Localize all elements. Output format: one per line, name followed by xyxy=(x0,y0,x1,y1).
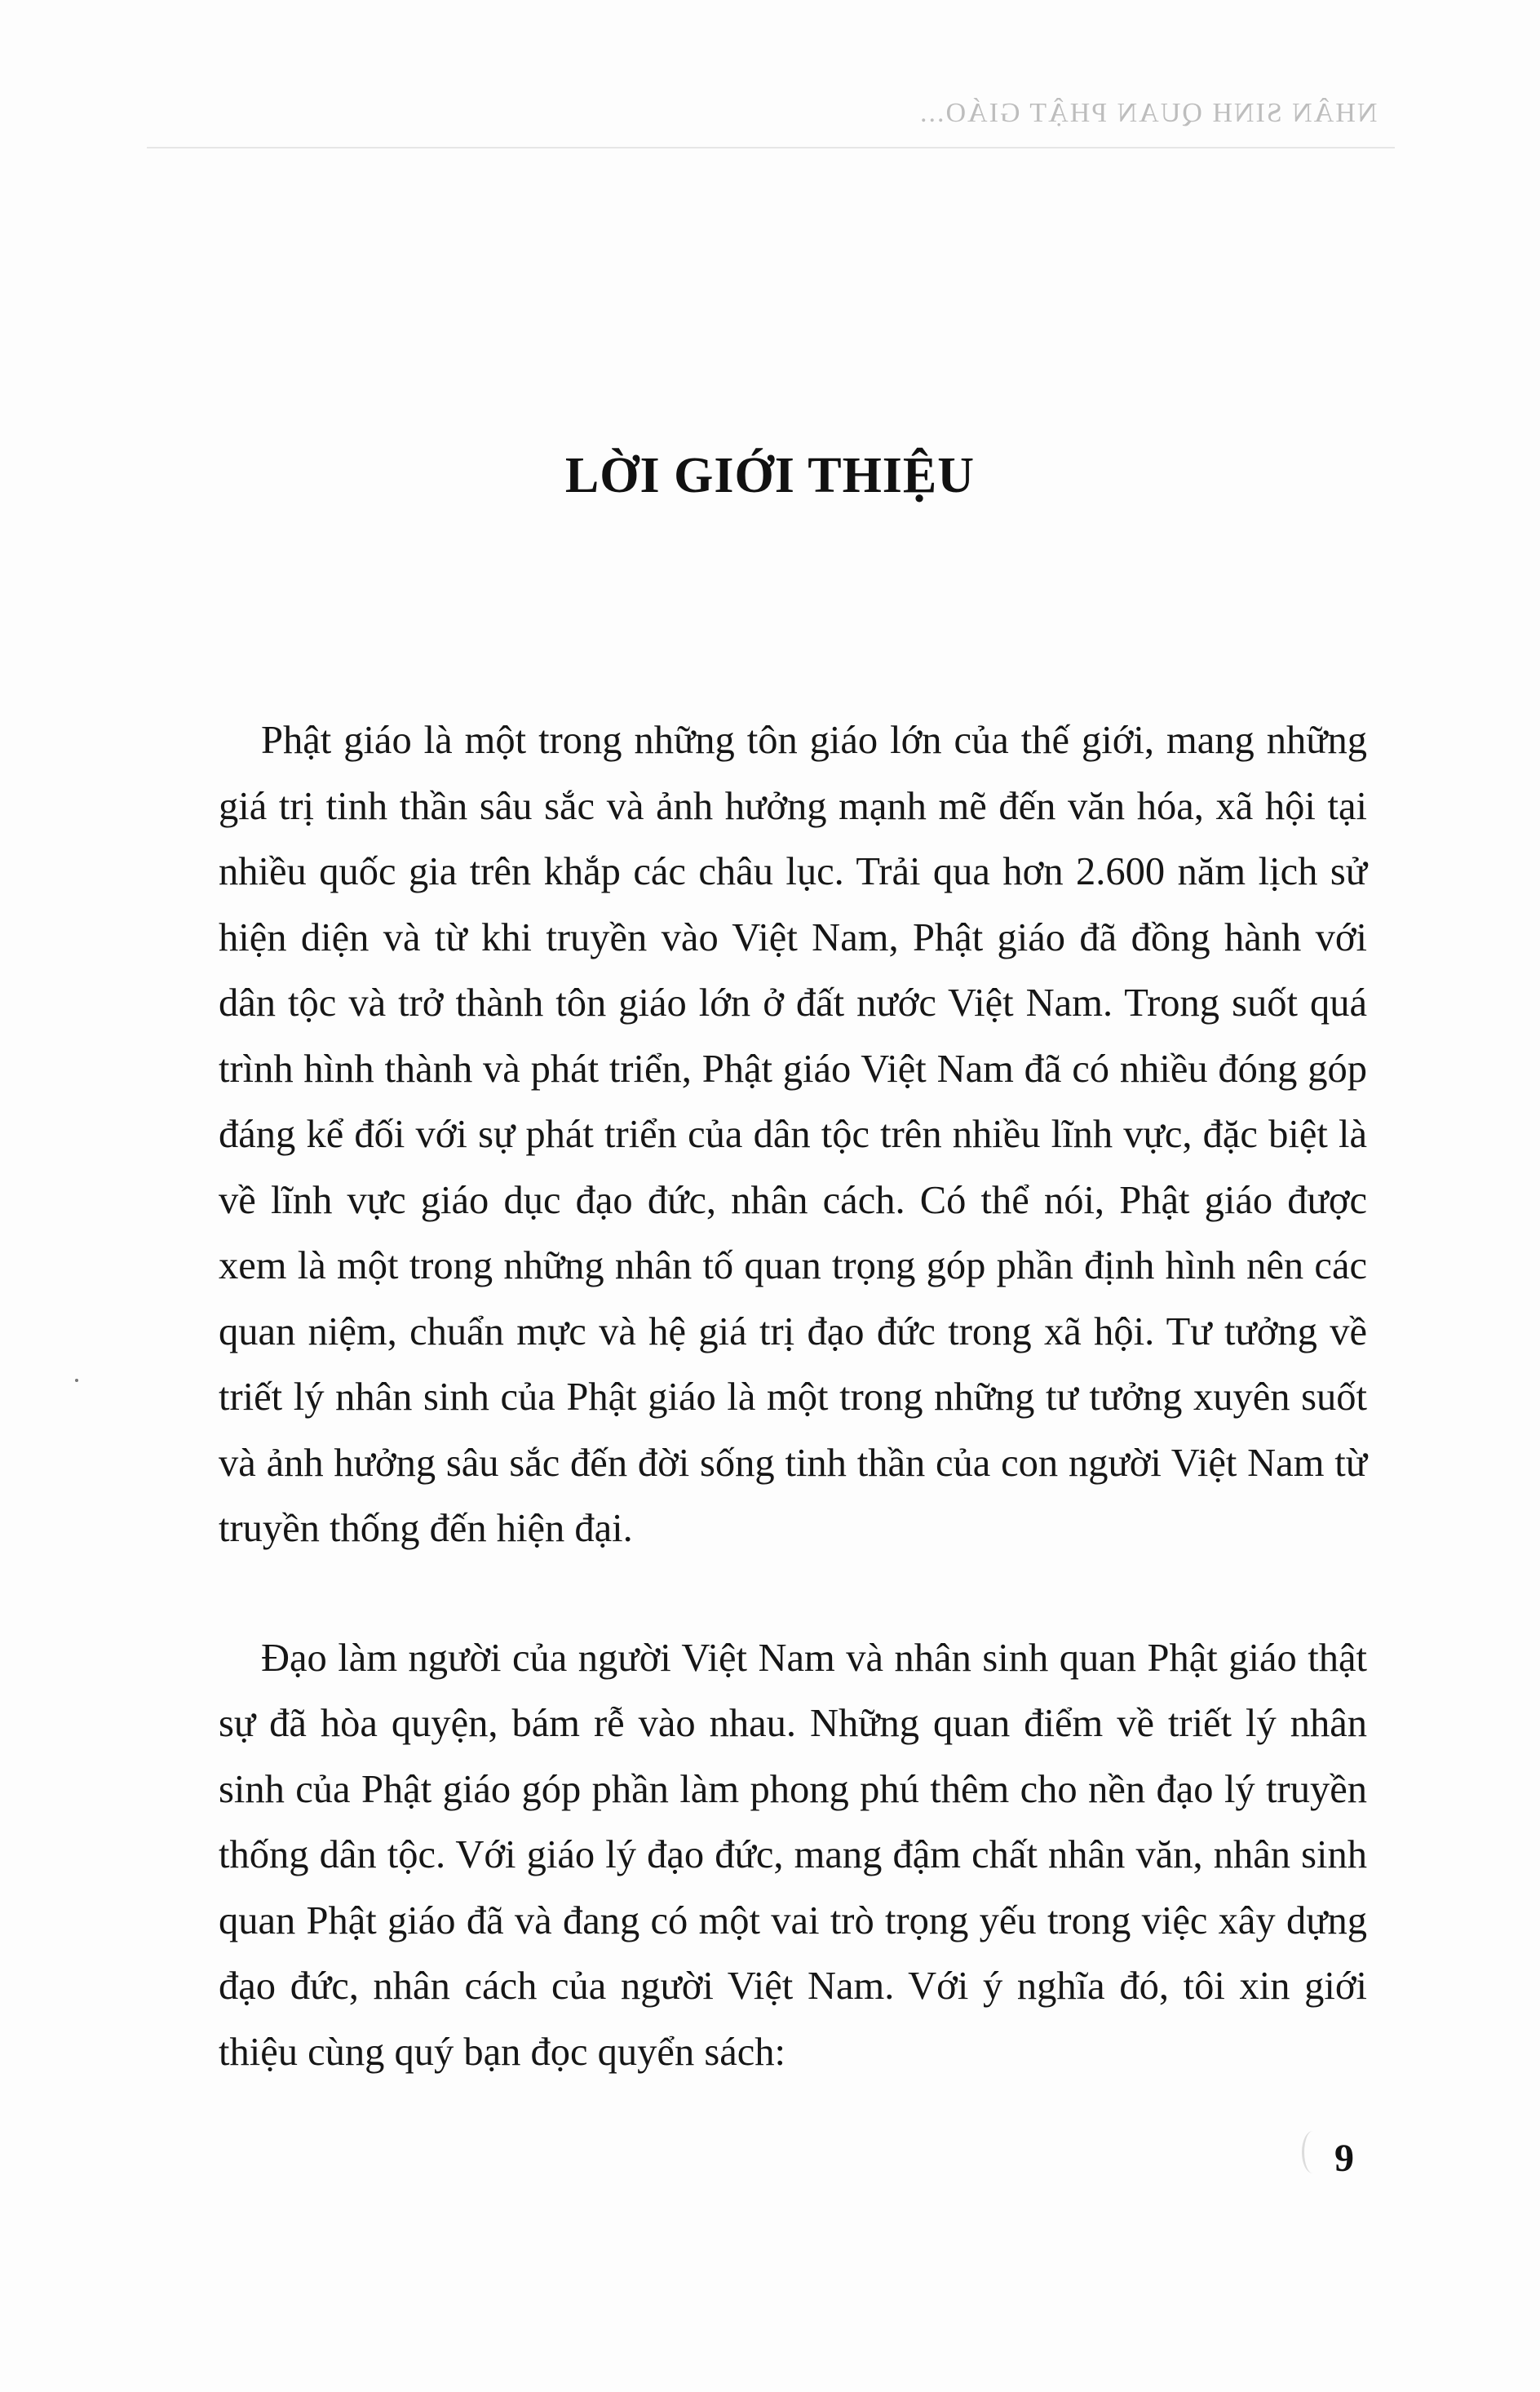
running-header-show-through: NHÂN SINH QUAN PHẬT GIÁO... xyxy=(918,98,1377,128)
paragraph-2: Đạo làm người của người Việt Nam và nhân sinh quan Phật giáo thật sự đã hòa quyện, bám rễ vào nhau. Những quan điểm về triết lý nhân sinh của Phật giáo góp phần làm phong phú thêm cho nền đạo lý truyền thống dân tộc. Với giáo lý đạo đức, mang đậm chất nhân văn, nhân sinh quan Phật giáo đã và đang có một vai trò trọng yếu trong việc xây dựng đạo đức, nhân cách của người Việt Nam. Với ý nghĩa đó, tôi xin giới thiệu cùng quý bạn đọc quyển sách: xyxy=(219,1636,1367,2074)
page-edge-mark xyxy=(1302,2131,1324,2173)
header-rule xyxy=(147,147,1395,148)
body-text xyxy=(219,708,1367,2085)
margin-speck xyxy=(75,1379,78,1382)
paragraph-1: Phật giáo là một trong những tôn giáo lớn của thế giới, mang những giá trị tinh thần sâu sắc và ảnh hưởng mạnh mẽ đến văn hóa, xã hội tại nhiều quốc gia trên khắp các châu lục. Trải qua hơn 2.600 năm lịch sử hiện diện và từ khi truyền vào Việt Nam, Phật giáo đã đồng hành với dân tộc và trở thành tôn giáo lớn ở đất nước Việt Nam. Trong suốt quá trình hình thành và phát triển, Phật giáo Việt Nam đã có nhiều đóng góp đáng kể đối với sự phát triển của dân tộc trên nhiều lĩnh vực, đặc biệt là về lĩnh vực giáo dục đạo đức, nhân cách. Có thể nói, Phật giáo được xem là một trong những nhân tố quan trọng góp phần định hình nên các quan niệm, chuẩn mực và hệ giá trị đạo đức trong xã hội. Tư tưởng về triết lý nhân sinh của Phật giáo là một trong những tư tưởng xuyên suốt và ảnh hưởng sâu sắc đến đời sống tinh thần của con người Việt Nam từ truyền thống đến hiện đại. xyxy=(219,719,1367,1550)
page-number: 9 xyxy=(1334,2137,1354,2180)
page-title: LỜI GIỚI THIỆU xyxy=(564,448,976,503)
